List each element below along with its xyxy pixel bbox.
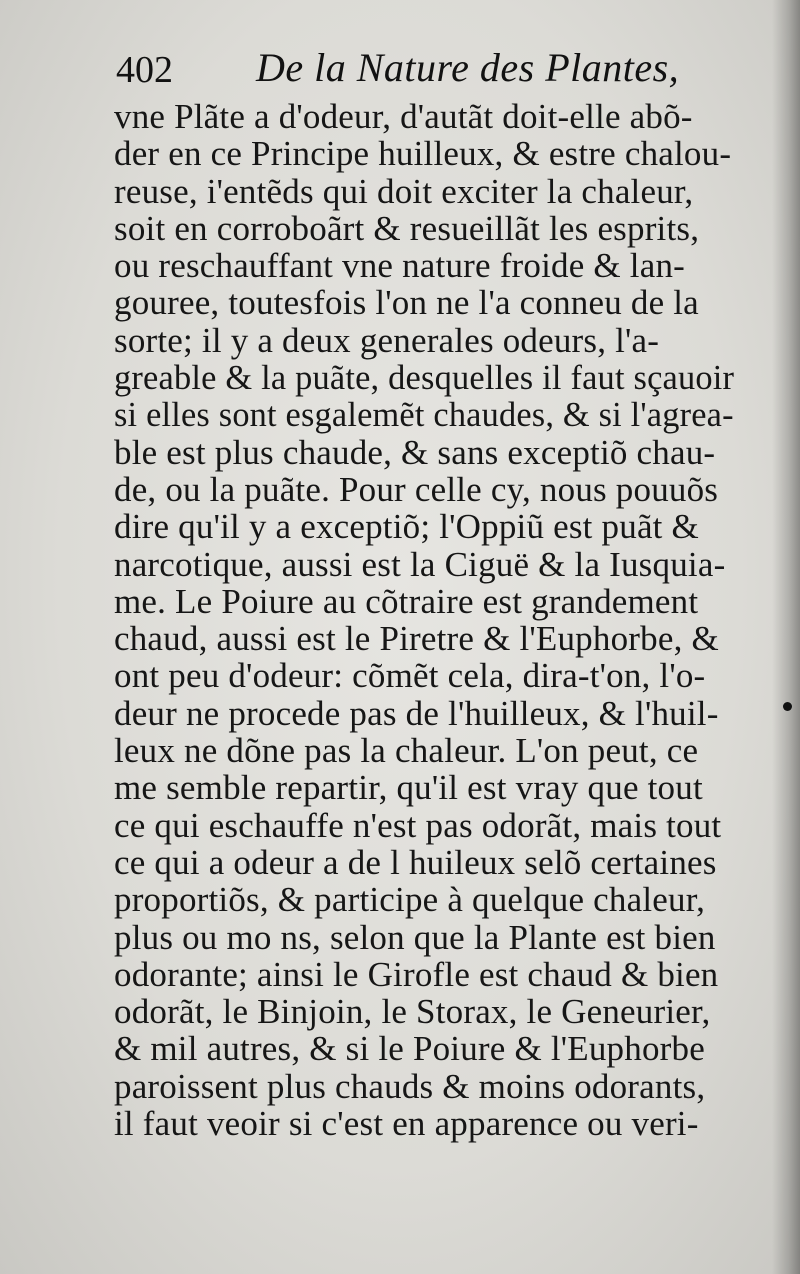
text-line: ble est plus chaude, & sans exceptiõ chau- [114, 432, 716, 472]
text-line: me. Le Poiure au cõtraire est grandement [114, 581, 699, 621]
text-line: ce qui a odeur a de l huileux selõ certaines [114, 842, 717, 882]
running-title: De la Nature des Plantes, [256, 45, 680, 90]
text-line: leux ne dõne pas la chaleur. L'on peut, ce [114, 731, 699, 771]
text-line: gouree, toutesfois l'on ne l'a conneu de la [114, 283, 699, 323]
text-line: & mil autres, & si le Poiure & l'Euphorbe [114, 1029, 705, 1069]
text-line: deur ne procede pas de l'huilleux, & l'huil- [114, 693, 719, 733]
text-line: chaud, aussi est le Piretre & l'Euphorbe, & [114, 619, 719, 659]
text-line: der en ce Principe huilleux, & estre chalou- [114, 134, 732, 174]
text-line: ou reschauffant vne nature froide & lan- [114, 246, 686, 286]
text-line: proportiõs, & participe à quelque chaleur, [114, 880, 706, 920]
text-line: ont peu d'odeur: cõmẽt cela, dira-t'on, l'o- [114, 656, 706, 696]
body-text [114, 98, 734, 1142]
text-line: vne Plãte a d'odeur, d'autãt doit-elle abõ- [114, 97, 693, 136]
page-number: 402 [116, 49, 173, 91]
text-line: si elles sont esgalemẽt chaudes, & si l'agrea- [114, 395, 734, 435]
text-line: soit en corroboãrt & resueillãt les esprits, [114, 208, 700, 248]
text-line: me semble repartir, qu'il est vray que tout [114, 768, 703, 808]
text-line: sorte; il y a deux generales odeurs, l'a- [114, 320, 660, 360]
text-line: greable & la puãte, desquelles il faut sçauoir [114, 358, 735, 398]
page-header [116, 42, 716, 98]
page-edge-shadow [772, 0, 800, 1274]
text-line: odorãt, le Binjoin, le Storax, le Geneurier, [114, 992, 711, 1032]
margin-ink-dot [783, 702, 792, 711]
text-line: reuse, i'entẽds qui doit exciter la chaleur, [114, 171, 694, 211]
text-line: plus ou mo ns, selon que la Plante est bien [114, 917, 716, 957]
text-line: dire qu'il y a exceptiõ; l'Oppiũ est puãt & [114, 507, 699, 547]
text-line: paroissent plus chauds & moins odorants, [114, 1066, 706, 1106]
text-line: ce qui eschauffe n'est pas odorãt, mais tout [114, 805, 722, 845]
text-line: odorante; ainsi le Girofle est chaud & bien [114, 954, 719, 994]
text-line: il faut veoir si c'est en apparence ou veri- [114, 1104, 699, 1144]
text-line: de, ou la puãte. Pour celle cy, nous pouuõs [114, 469, 719, 509]
text-line: narcotique, aussi est la Ciguë & la Iusquia- [114, 544, 726, 584]
